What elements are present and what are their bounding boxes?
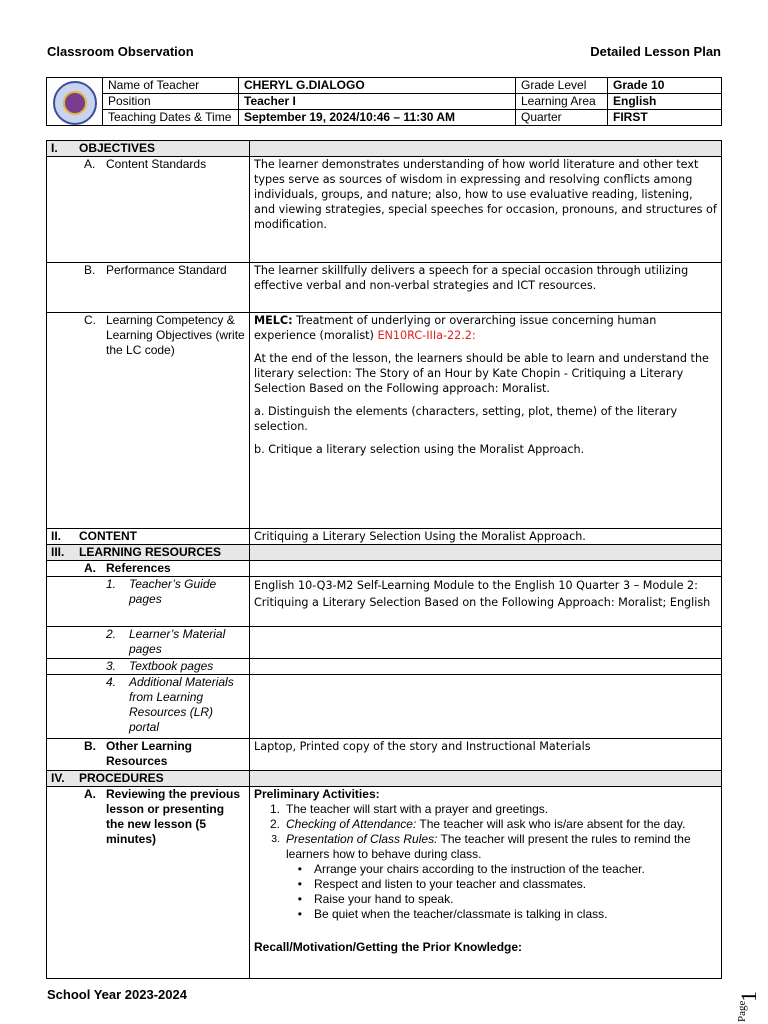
teacher-name: CHERYL G.DIALOGO — [239, 78, 516, 94]
learning-competency-label: C. Learning Competency & Learning Objectives (write the LC code) — [47, 313, 250, 529]
content-standards-row — [47, 157, 722, 263]
objective-intro: At the end of the lesson, the learners should be able to learn and understand the literary selection: The Story of an Hour by Kate Chopin - Critiquing a Literary Selection Based on the Following approach: Moralist. — [254, 352, 709, 395]
reference-item-text — [250, 675, 722, 739]
learning-area: English — [608, 94, 722, 110]
reference-item-row — [47, 659, 722, 675]
document-header-right: Detailed Lesson Plan — [590, 44, 721, 59]
content-text: Critiquing a Literary Selection Using the Moralist Approach. — [250, 529, 722, 545]
list-item: • Respect and listen to your teacher and classmates. — [297, 877, 587, 891]
learning-competency-text — [250, 313, 722, 529]
reference-item-text — [250, 659, 722, 675]
procedure-a-label: A. Reviewing the previous lesson or presenting the new lesson (5 minutes) — [47, 787, 250, 979]
reference-item-label: 3. Textbook pages — [47, 659, 250, 675]
info-label: Teaching Dates & Time — [103, 110, 239, 126]
info-row — [47, 94, 722, 110]
procedure-a-content — [250, 787, 722, 979]
reference-item-row — [47, 627, 722, 659]
info-label: Learning Area — [516, 94, 608, 110]
section-row — [47, 141, 722, 157]
learning-competency-row — [47, 313, 722, 529]
info-row — [47, 110, 722, 126]
preliminary-activities-title: Preliminary Activities: — [254, 787, 380, 801]
section-row — [47, 771, 722, 787]
reference-item-row — [47, 577, 722, 627]
references-label: A. References — [47, 561, 250, 577]
page-label: Page — [736, 1000, 748, 1022]
school-year-footer: School Year 2023-2024 — [47, 987, 187, 1002]
document-header-left: Classroom Observation — [47, 44, 194, 59]
melc-text: Treatment of underlying or overarching issue concerning human experience (moralist) — [254, 314, 657, 342]
performance-standard-label: B. Performance Standard — [47, 263, 250, 313]
class-rules-list — [254, 862, 717, 922]
quarter-value: FIRST — [608, 110, 722, 126]
reference-item-label: 4. Additional Materials from Learning Resources (LR) portal — [47, 675, 250, 739]
performance-standard-row — [47, 263, 722, 313]
preliminary-steps — [254, 802, 717, 862]
info-label: Name of Teacher — [103, 78, 239, 94]
lesson-plan-table — [46, 140, 722, 979]
objective-b: b. Critique a literary selection using the Moralist Approach. — [254, 443, 585, 456]
teacher-info-table — [46, 77, 722, 126]
section-resources-heading: III. LEARNING RESOURCES — [47, 545, 250, 561]
list-item: 1. The teacher will start with a prayer and greetings. — [269, 802, 549, 816]
info-label: Quarter — [516, 110, 608, 126]
performance-standard-text: The learner skillfully delivers a speech for a special occasion through utilizing effective verbal and non-verbal strategies and ICT resources. — [250, 263, 722, 313]
section-row — [47, 529, 722, 545]
position-value: Teacher I — [239, 94, 516, 110]
section-procedures-heading: IV. PROCEDURES — [47, 771, 250, 787]
content-standards-text: The learner demonstrates understanding of how world literature and other text types serve as sources of wisdom in expressing and resolving conflicts among individuals, groups, and nature; also, how to use evaluative reading, listening, and viewing strategies, special speeches for occasion, pronouns, and structures of modification. — [250, 157, 722, 263]
other-resources-row — [47, 739, 722, 771]
info-label: Position — [103, 94, 239, 110]
grade-level: Grade 10 — [608, 78, 722, 94]
melc-code: EN10RC-IIIa-22.2: — [377, 329, 476, 342]
page-number — [734, 920, 761, 1022]
reference-item-label: 1. Teacher’s Guide pages — [47, 577, 250, 627]
references-row — [47, 561, 722, 577]
deped-seal-cell — [47, 78, 103, 126]
list-item: • Raise your hand to speak. — [297, 892, 454, 906]
content-standards-label: A. Content Standards — [47, 157, 250, 263]
info-row — [47, 78, 722, 94]
reference-item-text — [250, 627, 722, 659]
section-objectives-heading: I. OBJECTIVES — [47, 141, 250, 157]
section-content-heading: II. CONTENT — [47, 529, 250, 545]
other-resources-text: Laptop, Printed copy of the story and Instructional Materials — [250, 739, 722, 771]
procedure-a-row — [47, 787, 722, 979]
reference-item-text: English 10-Q3-M2 Self-Learning Module to the English 10 Quarter 3 – Module 2: Critiquing a Literary Selection Based on the Following Approach: Moralist; English — [250, 577, 722, 627]
other-resources-label: B. Other Learning Resources — [47, 739, 250, 771]
section-row — [47, 545, 722, 561]
reference-item-label: 2. Learner’s Material pages — [47, 627, 250, 659]
melc-label: MELC: — [254, 314, 293, 327]
deped-seal-logo — [53, 81, 97, 125]
reference-item-row — [47, 675, 722, 739]
list-item: 2. Checking of Attendance: The teacher will ask who is/are absent for the day. — [269, 817, 686, 831]
list-item: • Be quiet when the teacher/classmate is talking in class. — [297, 907, 608, 921]
recall-title: Recall/Motivation/Getting the Prior Knowledge: — [254, 940, 523, 954]
page-number-value: 1 — [736, 991, 761, 1002]
info-label: Grade Level — [516, 78, 608, 94]
list-item: 3. Presentation of Class Rules: The teacher will present the rules to remind the learners how to behave during class. — [271, 832, 691, 861]
list-item: • Arrange your chairs according to the instruction of the teacher. — [297, 862, 645, 876]
objective-a: a. Distinguish the elements (characters, setting, plot, theme) of the literary selection. — [254, 405, 678, 433]
teaching-date-time: September 19, 2024/10:46 – 11:30 AM — [239, 110, 516, 126]
